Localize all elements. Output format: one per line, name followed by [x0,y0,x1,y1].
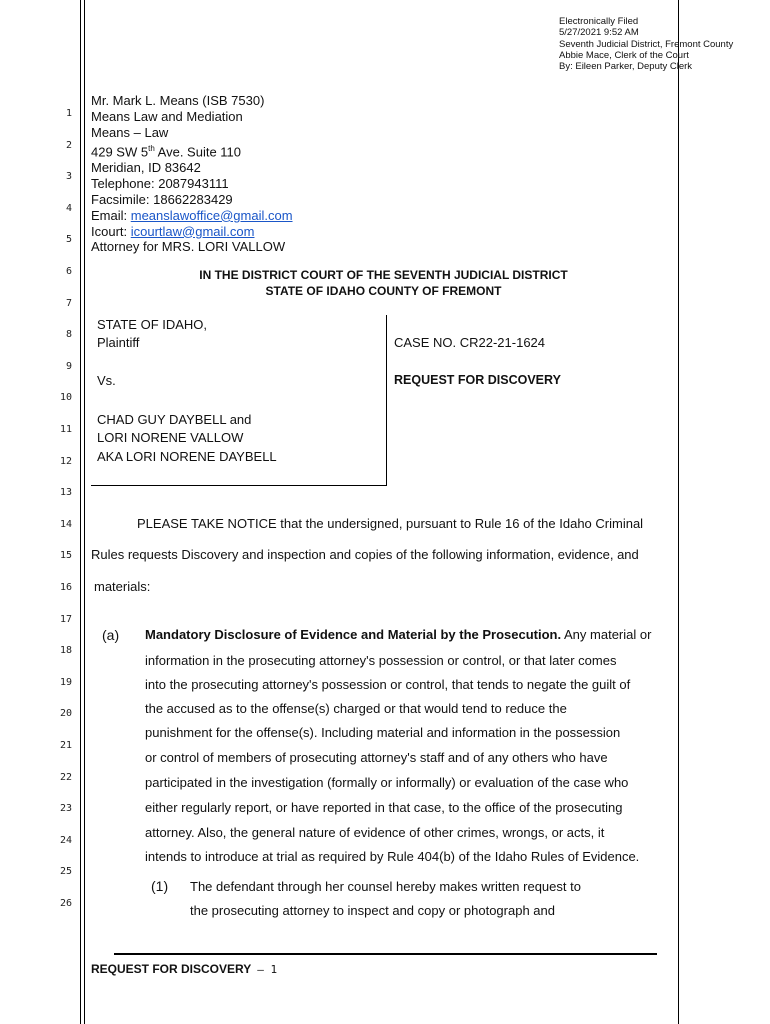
page-number: – 1 [257,963,278,976]
efiling-line: By: Eileen Parker, Deputy Clerk [559,61,693,73]
page-footer [91,962,277,976]
section-a-line: attorney. Also, the general nature of evidence of other crimes, wrongs, or acts, it [145,825,605,840]
defendant-line: LORI NORENE VALLOW [97,430,244,445]
item-1-label: (1) [151,878,169,894]
line-number: 3 [65,171,72,182]
efiling-line: Seventh Judicial District, Fremont County [559,38,734,50]
footer-rule [114,953,657,955]
line-number: 9 [65,361,72,372]
line-number: 24 [59,835,72,846]
margin-rule-right [678,0,679,1024]
line-number: 21 [59,740,72,751]
margin-rule-left-outer [80,0,81,1024]
line-number: 26 [59,898,72,909]
efiling-line: Abbie Mace, Clerk of the Court [559,49,689,61]
line-number: 15 [59,550,72,561]
plaintiff-name: STATE OF IDAHO, [97,317,208,332]
line-number: 22 [59,772,72,783]
court-title-line2: STATE OF IDAHO COUNTY OF FREMONT [265,284,502,298]
email-label: Email: [91,207,131,223]
icourt-link[interactable]: icourtlaw@gmail.com [130,223,255,239]
case-number: CASE NO. CR22-21-1624 [394,335,546,350]
defendant-line: AKA LORI NORENE DAYBELL [97,449,277,464]
email-link[interactable]: meanslawoffice@gmail.com [130,207,293,223]
margin-rule-left-inner [84,0,85,1024]
line-number: 12 [59,456,72,467]
line-number: 16 [59,582,72,593]
caption-divider-vertical [386,315,387,485]
section-a-line: information in the prosecuting attorney's possession or control, or that later comes [145,653,617,668]
attorney-icourt-row [91,224,293,240]
intro-line: PLEASE TAKE NOTICE that the undersigned, pursuant to Rule 16 of the Idaho Criminal [137,516,644,531]
section-a-line: punishment for the offense(s). Including material and information in the possession [145,725,621,740]
section-a-label: (a) [102,627,120,643]
attorney-firm: Means Law and Mediation [91,108,243,124]
plaintiff-role: Plaintiff [97,335,140,350]
line-number: 11 [59,424,72,435]
attorney-name: Mr. Mark L. Means (ISB 7530) [91,93,265,108]
line-number: 2 [65,140,72,151]
footer-title: REQUEST FOR DISCOVERY [91,962,252,976]
section-a-heading: Mandatory Disclosure of Evidence and Material by the Prosecution. [145,627,562,642]
efiling-line: Electronically Filed [559,16,639,27]
defendant-line: CHAD GUY DAYBELL and [97,412,252,427]
line-number: 23 [59,803,72,814]
intro-line: Rules requests Discovery and inspection and copies of the following information, evidence, and [91,547,639,562]
attorney-address [91,141,293,160]
line-number: 7 [65,298,72,309]
caption-divider-horizontal [91,485,387,486]
icourt-label: Icourt: [91,223,131,239]
section-a-line: the accused as to the offense(s) charged or that would tend to reduce the [145,701,567,716]
efiling-line: 5/27/2021 9:52 AM [559,27,639,39]
document-title: REQUEST FOR DISCOVERY [394,373,561,387]
section-a-line: or control of members of prosecuting attorney's staff and of any others who have [145,750,608,765]
line-number: 1 [65,108,72,119]
attorney-facsimile: Facsimile: 18662283429 [91,191,233,207]
efiling-stamp [559,16,733,72]
line-number: 17 [59,614,72,625]
line-number: 8 [65,329,72,340]
line-number: 6 [65,266,72,277]
attorney-email-row [91,208,293,224]
address-street: 429 SW 5 [91,144,149,160]
item-1-line: The defendant through her counsel hereby makes written request to [190,879,581,894]
section-a-line: participated in the investigation (formally or informally) or evaluation of the case who [145,775,629,790]
intro-line: materials: [94,579,151,594]
address-suite: Ave. Suite 110 [154,144,242,160]
line-number: 18 [59,645,72,656]
line-number: 20 [59,708,72,719]
section-a-first-line [145,627,651,642]
attorney-telephone: Telephone: 2087943111 [91,175,229,191]
line-number: 13 [59,487,72,498]
line-number: 4 [65,203,72,214]
versus: Vs. [97,373,116,388]
line-number: 19 [59,677,72,688]
attorney-firm-alt: Means – Law [91,124,169,140]
line-number: 5 [65,234,72,245]
line-number: 25 [59,866,72,877]
section-a-line: into the prosecuting attorney's possession or control, that tends to negate the guilt of [145,677,631,692]
item-1-line: the prosecuting attorney to inspect and copy or photograph and [190,903,555,918]
line-number: 14 [59,519,72,530]
attorney-city: Meridian, ID 83642 [91,159,201,175]
court-title-line1: IN THE DISTRICT COURT OF THE SEVENTH JUDICIAL DISTRICT [199,268,568,282]
section-a-line: either regularly report, or have reported in that case, to the office of the prosecuting [145,800,623,815]
address-superscript: th [148,143,155,153]
section-a-line: intends to introduce at trial as required by Rule 404(b) of the Idaho Rules of Evidence. [145,849,640,864]
section-a-first-rest: Any material or [561,627,652,642]
attorney-block [91,93,293,255]
attorney-role: Attorney for MRS. LORI VALLOW [91,239,286,255]
line-number: 10 [59,392,72,403]
